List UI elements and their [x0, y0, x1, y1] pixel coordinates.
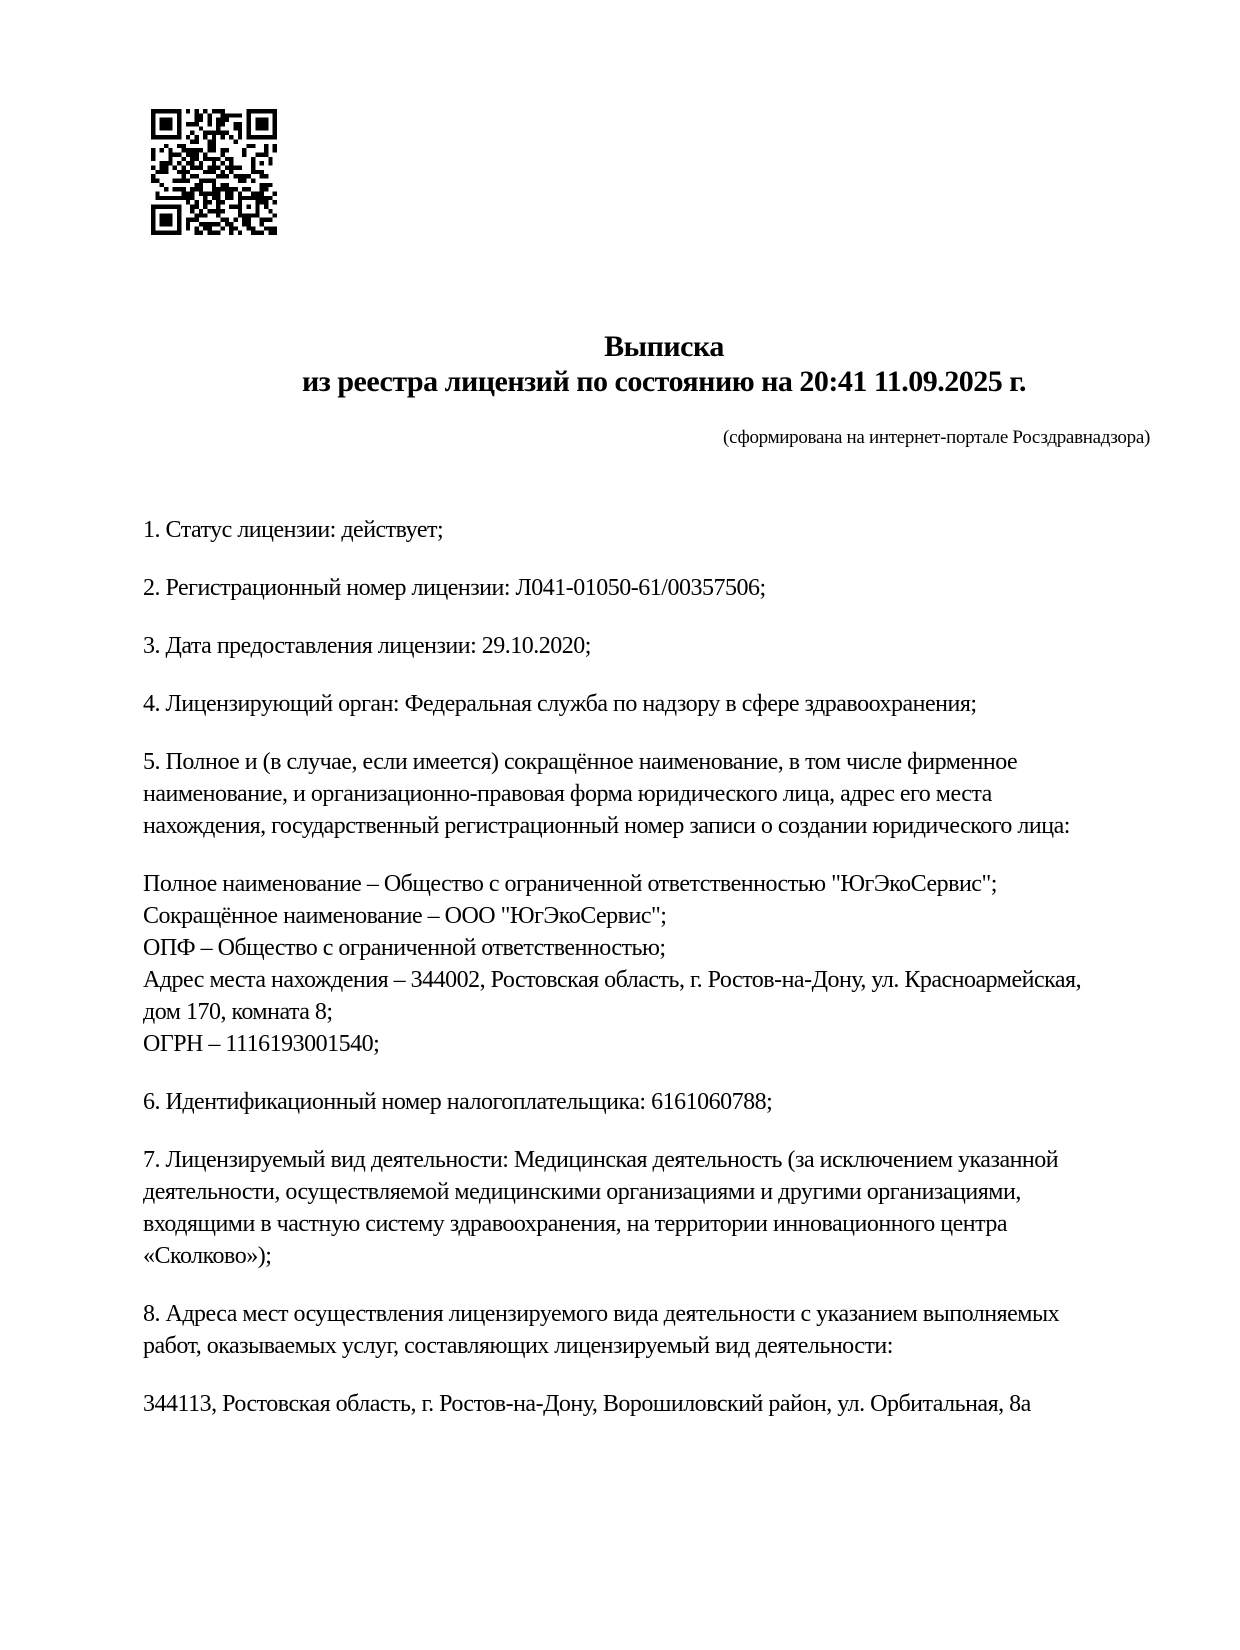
paragraph	[143, 572, 1153, 604]
document-title-line2: из реестра лицензий по состоянию на 20:41 11.09.2025 г.	[301, 365, 1027, 398]
paragraph-line: 3. Дата предоставления лицензии: 29.10.2020;	[143, 633, 591, 659]
paragraph-line: 6. Идентификационный номер налогоплательщика: 6161060788;	[143, 1089, 773, 1115]
qr-code-icon	[151, 109, 277, 235]
paragraph	[143, 1388, 1153, 1420]
paragraph	[143, 746, 1153, 842]
paragraph-line: 8. Адреса мест осуществления лицензируемого вида деятельности с указанием выполняемых	[143, 1301, 1060, 1327]
paragraph-line: наименование, и организационно-правовая форма юридического лица, адрес его места	[143, 781, 992, 807]
paragraph	[143, 868, 1153, 1060]
paragraph	[143, 688, 1153, 720]
paragraph-line: 2. Регистрационный номер лицензии: Л041-01050-61/00357506;	[143, 575, 766, 601]
paragraph-line: 4. Лицензирующий орган: Федеральная служба по надзору в сфере здравоохранения;	[143, 691, 977, 717]
paragraph-line: входящими в частную систему здравоохранения, на территории инновационного центра	[143, 1211, 1008, 1237]
paragraph	[143, 630, 1153, 662]
paragraph-line: ОПФ – Общество с ограниченной ответственностью;	[143, 935, 666, 961]
paragraph-line: 7. Лицензируемый вид деятельности: Медицинская деятельность (за исключением указанной	[143, 1147, 1059, 1173]
paragraph-line: Полное наименование – Общество с ограниченной ответственностью "ЮгЭкоСервис";	[143, 871, 997, 897]
paragraph-line: 5. Полное и (в случае, если имеется) сокращённое наименование, в том числе фирменное	[143, 749, 1018, 775]
paragraph-line: 344113, Ростовская область, г. Ростов-на-Дону, Ворошиловский район, ул. Орбитальная, 8а	[143, 1391, 1031, 1417]
paragraph-line: Адрес места нахождения – 344002, Ростовская область, г. Ростов-на-Дону, ул. Красноармейская,	[143, 967, 1082, 993]
paragraph	[143, 1144, 1153, 1272]
paragraph-line: Сокращённое наименование – ООО "ЮгЭкоСервис";	[143, 903, 667, 929]
paragraph-line: дом 170, комната 8;	[143, 999, 333, 1025]
document-title	[88, 329, 1240, 399]
paragraph-line: «Сколково»);	[143, 1243, 272, 1269]
paragraph-line: деятельности, осуществляемой медицинскими организациями и другими организациями,	[143, 1179, 1021, 1205]
paragraph-line: нахождения, государственный регистрационный номер записи о создании юридического лица:	[143, 813, 1070, 839]
paragraph-line: 1. Статус лицензии: действует;	[143, 517, 444, 543]
paragraph	[143, 1086, 1153, 1118]
document-title-line1: Выписка	[604, 330, 724, 363]
paragraph	[143, 1298, 1153, 1362]
paragraph	[143, 514, 1153, 546]
paragraph-line: ОГРН – 1116193001540;	[143, 1031, 380, 1057]
document-subtitle: (сформирована на интернет-портале Росздравнадзора)	[723, 427, 1150, 448]
license-extract-body	[143, 514, 1153, 1446]
paragraph-line: работ, оказываемых услуг, составляющих лицензируемый вид деятельности:	[143, 1333, 893, 1359]
